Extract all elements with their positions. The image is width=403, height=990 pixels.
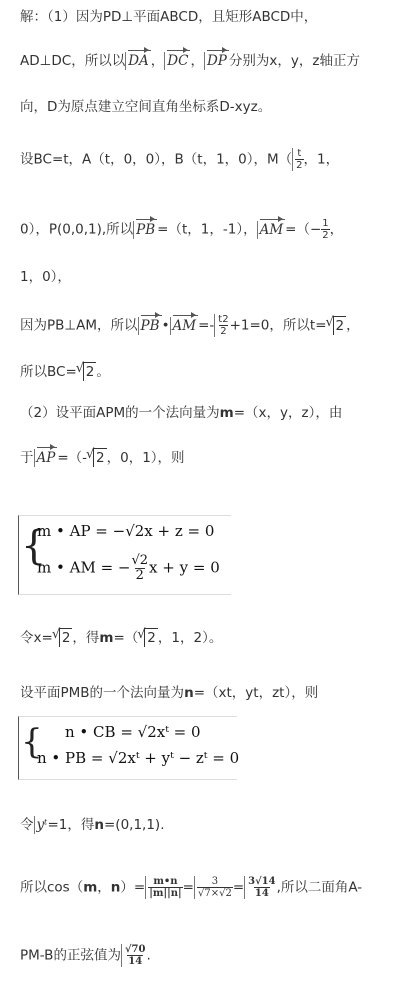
left-brace: { — [21, 523, 47, 569]
fraction-1-over-2: $\frac{1}{2}$ — [322, 218, 329, 241]
text: ,所以二面角A- — [276, 879, 363, 896]
vector-da: DA — [125, 52, 151, 70]
text: 设BC=t，A（t，0，0），B（t，1，0），M（ — [20, 151, 293, 168]
text: +1=0，所以t= — [229, 317, 327, 334]
sqrt: √ 2 — [333, 316, 347, 335]
line-6 — [20, 268, 71, 286]
line-14: 所以cos（m，n）= $\frac{m•n}{|m||n|}$ = $\frac{3}{√7\times√2}$ = $\frac{3√14}{14}$ ,所以二面角A- — [20, 876, 363, 899]
text: . — [146, 947, 151, 964]
line-5 — [20, 218, 343, 241]
line-3 — [20, 98, 271, 116]
vector-n: n — [110, 879, 121, 896]
sqrt: √ 2 — [93, 448, 107, 467]
fraction-3-over-root: $\frac{3}{√7\times√2}$ — [197, 876, 232, 899]
vector-dp: DP — [204, 52, 229, 70]
equation-row — [37, 554, 220, 583]
line-11 — [20, 628, 222, 647]
line-13 — [20, 816, 165, 834]
line-1 — [20, 8, 317, 26]
text: =（− — [285, 221, 322, 238]
vector-ap: AP — [34, 449, 58, 467]
text: 向，D为原点建立空间直角坐标系D-xyz。 — [20, 99, 272, 115]
vector-am: AM — [170, 317, 199, 335]
equation-system-1 — [18, 515, 231, 595]
line-4 — [20, 148, 339, 171]
sqrt: √ 2 — [83, 362, 97, 381]
text: 令 — [20, 817, 34, 833]
text: 所以cos（ — [20, 879, 84, 896]
text: =（- — [57, 450, 88, 466]
text: 设平面PMB的一个法向量为 — [20, 685, 185, 701]
text: =（xt，yt，zt），则 — [193, 685, 319, 701]
answer-fraction: $\frac{√70}{14}$ — [124, 944, 146, 967]
text: m • AM = − — [37, 558, 131, 577]
vector-m: m — [219, 405, 234, 421]
equation-row: m • AP = −√2x + z = 0 — [37, 522, 215, 540]
text: AD⊥DC，所以以 — [20, 53, 126, 69]
line-8 — [20, 362, 110, 381]
vector-n: n — [94, 817, 104, 833]
line-2: AD⊥DC，所以以 DA ， DC ， DP 分别为x，y，z轴正方 — [20, 53, 360, 69]
line-10 — [20, 448, 185, 467]
text: 分别为x，y，z轴正方 — [228, 53, 360, 69]
text: 所以BC= — [20, 364, 77, 380]
vector-pb: PB — [138, 317, 162, 335]
text: （2）设平面APM的一个法向量为 — [20, 405, 220, 421]
text: =（t，1，-1）， — [157, 221, 257, 238]
sqrt: √ 2 — [144, 628, 158, 647]
dot-operator: • — [161, 317, 170, 334]
line-12 — [20, 684, 318, 702]
text: =（x，y，z），由 — [233, 405, 343, 421]
text: 因为PB⊥AM，所以 — [20, 317, 138, 334]
text: =- — [198, 317, 215, 334]
text: 0），P(0,0,1),所以 — [20, 221, 134, 238]
equation-row: n • CB = √2xᵗ = 0 — [65, 723, 201, 741]
text: 令x= — [20, 630, 53, 646]
text: x + y = 0 — [149, 558, 220, 577]
text: ，1，2）。 — [157, 630, 223, 646]
text: ，0，1），则 — [106, 450, 185, 466]
equation-row: n • PB = √2xᵗ + yᵗ − zᵗ = 0 — [37, 749, 240, 767]
text: PM-B的正弦值为 — [20, 947, 121, 964]
text: 解：（1）因为PD⊥平面ABCD，且矩形ABCD中， — [20, 9, 318, 25]
text: ）= — [120, 879, 146, 896]
fraction-t-over-2: $\frac{t}{2}$ — [296, 148, 303, 171]
vector-am: AM — [257, 221, 286, 239]
y-t-term: yᵗ — [34, 816, 48, 834]
text: ， — [329, 221, 344, 238]
line-7 — [20, 314, 360, 337]
text: ， — [97, 879, 111, 896]
sqrt: √ 2 — [59, 628, 73, 647]
text: 。 — [96, 364, 110, 380]
text: ，得 — [72, 630, 100, 646]
vector-m: m — [99, 630, 114, 646]
text: 1，0）， — [20, 269, 71, 285]
left-brace: { — [21, 722, 43, 762]
vector-n: n — [184, 685, 194, 701]
text: ， — [346, 317, 360, 334]
vector-dc: DC — [164, 52, 190, 70]
text: ，1， — [303, 151, 340, 168]
fraction-3root14-over-14: $\frac{3√14}{14}$ — [248, 876, 276, 899]
fraction-t2-over-2: $\frac{t2}{2}$ — [218, 314, 229, 337]
text: 于 — [20, 450, 34, 466]
line-9 — [20, 404, 342, 422]
text: =(0,1,1). — [104, 817, 165, 833]
vector-pb: PB — [133, 221, 157, 239]
vector-m: m — [83, 879, 98, 896]
fraction-sqrt2-over-2: $\frac{√2}{2}$ — [131, 553, 149, 583]
text: =（ — [113, 630, 139, 646]
fraction-cos-formula: $\frac{m•n}{|m||n|}$ — [149, 876, 182, 899]
equation-system-2 — [18, 716, 240, 780]
line-15 — [20, 944, 151, 967]
text: =1，得 — [47, 817, 95, 833]
